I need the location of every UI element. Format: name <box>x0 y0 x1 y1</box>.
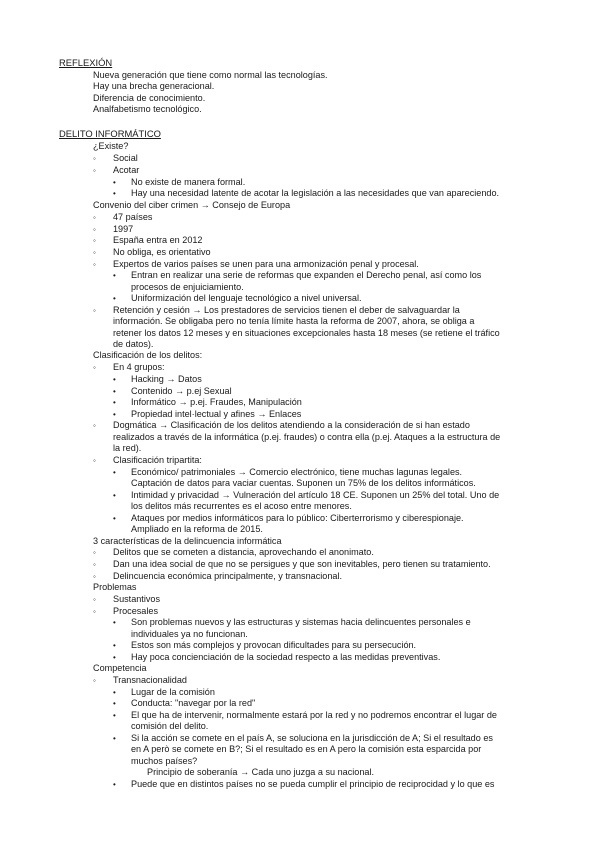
list-item-continuation: comisión del delito. <box>131 721 209 731</box>
list-item: Acotar <box>113 165 140 175</box>
list-item: Procesales <box>113 606 158 616</box>
open-bullet-icon: ◦ <box>93 572 96 581</box>
open-bullet-icon: ◦ <box>93 225 96 234</box>
list-item: En 4 grupos: <box>113 362 165 372</box>
filled-bullet-icon: • <box>113 398 116 407</box>
filled-bullet-icon: • <box>113 294 116 303</box>
section-heading-reflexion: REFLEXIÓN <box>59 57 113 68</box>
list-item-continuation: procesos de enjuiciamiento. <box>131 282 244 292</box>
open-bullet-icon: ◦ <box>93 260 96 269</box>
list-item-continuation: realizados a través de la informática (p.ej. fraudes) o contra ella (p.ej. Ataques a la estructura de <box>113 432 501 442</box>
filled-bullet-icon: • <box>113 468 116 477</box>
list-item: Son problemas nuevos y las estructuras y sistemas hacia delincuentes personales e <box>131 617 471 627</box>
list-item: Delitos que se cometen a distancia, aprovechando el anonimato. <box>113 547 374 557</box>
list-item: Económico/ patrimoniales → Comercio electrónico, tiene muchas lagunas legales. <box>131 467 463 477</box>
text-line: ¿Existe? <box>93 141 129 151</box>
text-line: Analfabetismo tecnológico. <box>93 104 202 114</box>
list-item: Ataques por medios informáticos para lo público: Ciberterrorismo y ciberespionaje. <box>131 513 464 523</box>
open-bullet-icon: ◦ <box>93 236 96 245</box>
list-item-continuation: retener los datos 12 meses y en situaciones excepcionales hasta 18 meses (se retiene el tráfico <box>113 328 500 338</box>
list-item: No obliga, es orientativo <box>113 247 211 257</box>
filled-bullet-icon: • <box>113 618 116 627</box>
open-bullet-icon: ◦ <box>93 595 96 604</box>
list-item: Hay una necesidad latente de acotar la legislación a las necesidades que van apareciendo. <box>131 188 500 198</box>
list-item: Dogmática → Clasificación de los delitos atendiendo a la consideración de si han estado <box>113 420 470 430</box>
text-line: Clasificación de los delitos: <box>93 350 203 360</box>
list-item: Social <box>113 153 138 163</box>
list-item-continuation: Captación de datos para vaciar cuentas. Suponen un 75% de los delitos informáticos. <box>131 478 476 488</box>
list-item: Informático → p.ej. Fraudes, Manipulación <box>131 397 302 407</box>
filled-bullet-icon: • <box>113 387 116 396</box>
list-item: Si la acción se comete en el país A, se soluciona en la jurisdicción de A; Si el resultado es <box>131 733 493 743</box>
open-bullet-icon: ◦ <box>93 676 96 685</box>
filled-bullet-icon: • <box>113 271 116 280</box>
list-item: Hay poca concienciación de la sociedad respecto a las medidas preventivas. <box>131 652 441 662</box>
open-bullet-icon: ◦ <box>93 154 96 163</box>
open-bullet-icon: ◦ <box>93 213 96 222</box>
list-item: Propiedad intel·lectual y afines → Enlaces <box>131 409 302 419</box>
list-item-continuation: los delitos más recurrentes es el acoso entre menores. <box>131 501 352 511</box>
filled-bullet-icon: • <box>113 178 116 187</box>
open-bullet-icon: ◦ <box>93 560 96 569</box>
list-item-continuation: Principio de soberanía → Cada uno juzga a su nacional. <box>147 767 374 777</box>
list-item: Conducta: "navegar por la red" <box>131 698 256 708</box>
open-bullet-icon: ◦ <box>93 363 96 372</box>
filled-bullet-icon: • <box>113 699 116 708</box>
list-item: Hacking → Datos <box>131 374 202 384</box>
list-item: Clasificación tripartita: <box>113 455 202 465</box>
list-item-continuation: la red). <box>113 443 142 453</box>
list-item: Lugar de la comisión <box>131 687 215 697</box>
list-item: Contenido → p.ej Sexual <box>131 386 232 396</box>
text-line: Problemas <box>93 582 137 592</box>
filled-bullet-icon: • <box>113 491 116 500</box>
open-bullet-icon: ◦ <box>93 306 96 315</box>
text-line: Nueva generación que tiene como normal las tecnologías. <box>93 70 328 80</box>
filled-bullet-icon: • <box>113 653 116 662</box>
list-item: Uniformización del lenguaje tecnológico a nivel universal. <box>131 293 362 303</box>
filled-bullet-icon: • <box>113 734 116 743</box>
list-item: Delincuencia económica principalmente, y transnacional. <box>113 571 342 581</box>
list-item: Expertos de varios países se unen para una armonización penal y procesal. <box>113 259 419 269</box>
filled-bullet-icon: • <box>113 514 116 523</box>
list-item-continuation: Ampliado en la reforma de 2015. <box>131 524 263 534</box>
section-heading-delito-informatico: DELITO INFORMÁTICO <box>59 128 161 139</box>
list-item: Estos son más complejos y provocan dificultades para su persecución. <box>131 640 417 650</box>
filled-bullet-icon: • <box>113 189 116 198</box>
list-item: Dan una idea social de que no se persigues y que son inevitables, pero tienen su tratamiento. <box>113 559 491 569</box>
open-bullet-icon: ◦ <box>93 607 96 616</box>
list-item: Puede que en distintos países no se pueda cumplir el principio de reciprocidad y lo que es <box>131 779 495 789</box>
filled-bullet-icon: • <box>113 780 116 789</box>
list-item: Retención y cesión → Los prestadores de servicios tienen el deber de salvaguardar la <box>113 305 460 315</box>
open-bullet-icon: ◦ <box>93 456 96 465</box>
list-item-continuation: en A però se comete en B?; Si el resultado es en A pero la comisión esta esparcida por <box>131 744 482 754</box>
text-line: Convenio del ciber crimen → Consejo de Europa <box>93 200 291 210</box>
text-line: 3 características de la delincuencia informática <box>93 536 282 546</box>
filled-bullet-icon: • <box>113 688 116 697</box>
open-bullet-icon: ◦ <box>93 248 96 257</box>
list-item: Sustantivos <box>113 594 161 604</box>
text-line: Hay una brecha generacional. <box>93 81 215 91</box>
list-item-continuation: individuales ya no funcionan. <box>131 629 248 639</box>
open-bullet-icon: ◦ <box>93 548 96 557</box>
list-item: 1997 <box>113 224 134 234</box>
filled-bullet-icon: • <box>113 641 116 650</box>
list-item: Transnacionalidad <box>113 675 187 685</box>
list-item: El que ha de intervenir, normalmente estará por la red y no podremos encontrar el lugar de <box>131 710 497 720</box>
list-item: 47 países <box>113 212 153 222</box>
list-item: España entra en 2012 <box>113 235 203 245</box>
filled-bullet-icon: • <box>113 410 116 419</box>
filled-bullet-icon: • <box>113 711 116 720</box>
list-item: Intimidad y privacidad → Vulneración del artículo 18 CE. Suponen un 25% del total. Uno de <box>131 490 500 500</box>
list-item: Entran en realizar una serie de reformas que expanden el Derecho penal, así como los <box>131 270 482 280</box>
list-item-continuation: información. Se obligaba pero no tenía límite hasta la reforma de 2007, ahora, se obliga a <box>113 316 475 326</box>
open-bullet-icon: ◦ <box>93 421 96 430</box>
list-item-continuation: de datos). <box>113 339 154 349</box>
open-bullet-icon: ◦ <box>93 166 96 175</box>
list-item-continuation: muchos países? <box>131 756 198 766</box>
list-item: No existe de manera formal. <box>131 177 246 187</box>
text-line: Competencia <box>93 663 147 673</box>
filled-bullet-icon: • <box>113 375 116 384</box>
text-line: Diferencia de conocimiento. <box>93 93 206 103</box>
